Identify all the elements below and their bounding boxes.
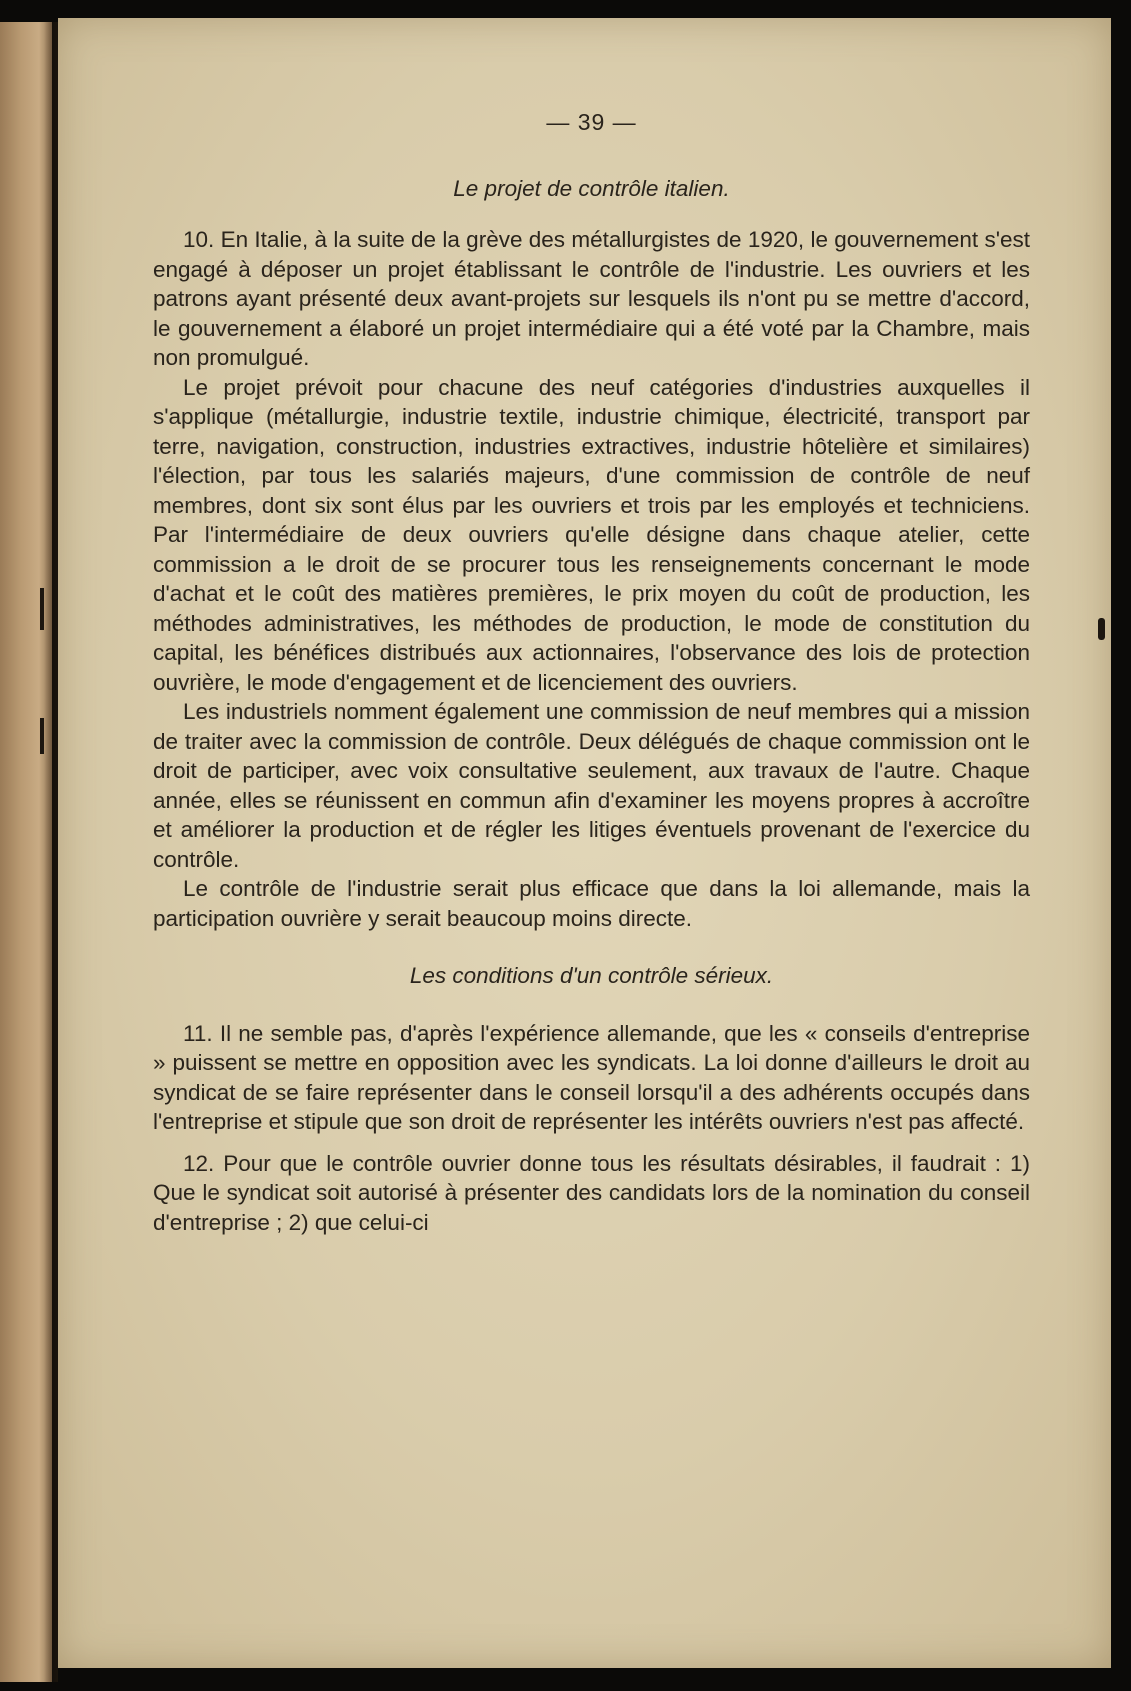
paragraph-project-provisions: Le projet prévoit pour chacune des neuf catégories d'industries auxquelles il s'applique (métallurgie, industrie textile, industrie chimique, électricité, transport par terre, navigation, construction, industries extractives, industrie hôtelière et similaires) l'élection, par tous les salariés majeurs, d'une commission de contrôle de neuf membres, dont six sont élus par les ouvriers et trois par les employés et techniciens. Par l'intermédiaire de deux ouvriers qu'elle désigne dans chaque atelier, cette commission a le droit de se procurer tous les renseignements concernant le mode d'achat et le coût des matières premières, le prix moyen du coût de production, les méthodes administratives, les méthodes de production, le mode de constitution du capital, les bénéfices distribués aux actionnaires, l'observance des lois de protection ouvrière, le mode d'engagement et de licenciement des ouvriers.: [153, 374, 1030, 695]
binding-mark: [40, 718, 44, 754]
binding-mark: [40, 588, 44, 630]
paragraph-industrial-commission: Les industriels nomment également une commission de neuf membres qui a mission de traiter avec la commission de contrôle. Deux délégués de chaque commission ont le droit de participer, avec voix consultative seulement, aux travaux de l'autre. Chaque année, elles se réunissent en commun afin d'examiner les moyens propres à accroître et améliorer la production et de régler les litiges éventuels provenant de l'exercice du contrôle.: [153, 699, 1030, 872]
paragraph-control-efficacy: Le contrôle de l'industrie serait plus efficace que dans la loi allemande, mais la participation ouvrière y serait beaucoup moins directe.: [153, 876, 1030, 931]
paragraph-10: 10. En Italie, à la suite de la grève des métallurgistes de 1920, le gouvernement s'est engagé à déposer un projet établissant le contrôle de l'industrie. Les ouvriers et les patrons ayant présenté deux avant-projets sur lesquels ils n'ont pu se mettre d'accord, le gouvernement a élaboré un projet intermédiaire qui a été voté par la Chambre, mais non promulgué.: [153, 227, 1030, 370]
page-number: — 39 —: [546, 109, 637, 135]
binding-shadow: [44, 22, 58, 1682]
section-heading-serious-control: Les conditions d'un contrôle sérieux.: [409, 963, 774, 988]
paragraph-12: 12. Pour que le contrôle ouvrier donne tous les résultats désirables, il faudrait : 1) Que le syndicat soit autorisé à présenter des candidats lors de la nomination du conseil d'entreprise ; 2) que celui-ci: [153, 1150, 1030, 1235]
section-heading-italian-project: Le projet de contrôle italien.: [453, 175, 730, 201]
page-text: [153, 108, 1030, 1237]
book-page: [58, 18, 1111, 1668]
edge-mark: [1098, 618, 1105, 640]
paragraph-11: 11. Il ne semble pas, d'après l'expérience allemande, que les « conseils d'entreprise » puissent se mettre en opposition avec les syndicats. La loi donne d'ailleurs le droit au syndicat de se faire représenter dans le conseil lorsqu'il a des adhérents occupés dans l'entreprise et stipule que son droit de représenter les intérêts ouvriers n'est pas affecté.: [153, 1020, 1030, 1134]
